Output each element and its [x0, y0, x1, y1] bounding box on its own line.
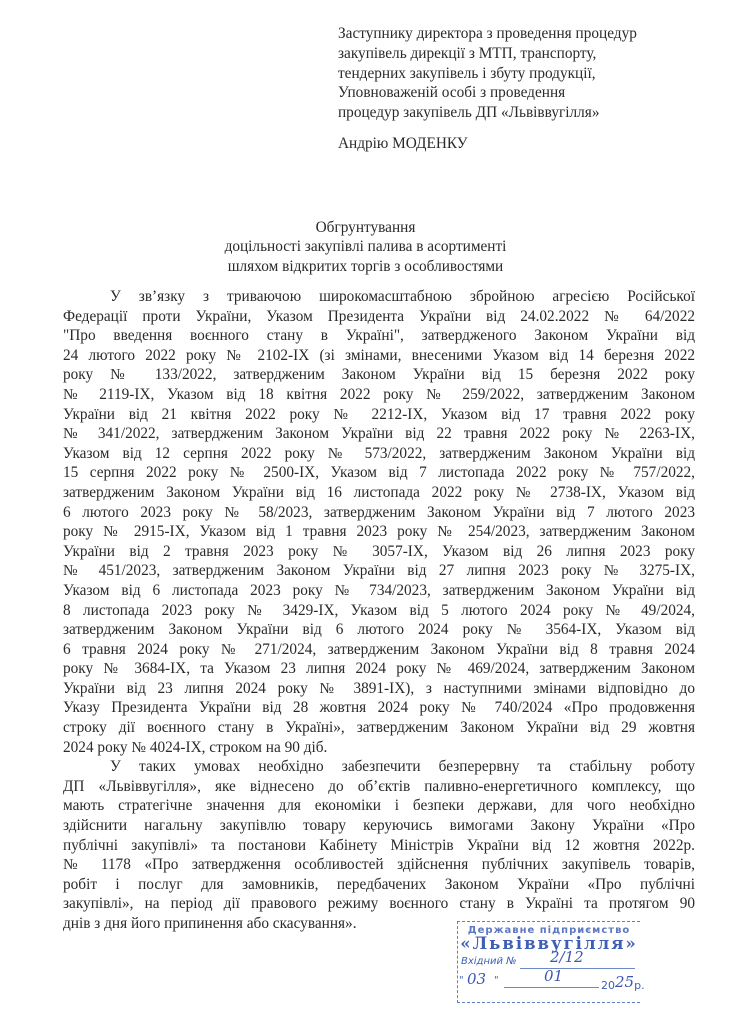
- stamp-underline: [504, 987, 599, 988]
- quote-mark: ": [459, 975, 464, 986]
- body-line: року № 133/2022, затвердженим Законом України від 15 березня 2022 року: [63, 366, 695, 384]
- document-title: [0, 218, 731, 276]
- body-line: затвердженим Законом України від 6 лютого 2024 року № 3564-IX, Указом від: [63, 621, 695, 639]
- body-line: № 341/2022, затвердженим Законом України від 22 травня 2022 року № 2263-IX,: [63, 425, 695, 443]
- document-body: [63, 287, 695, 934]
- title-line: шляхом відкритих торгів з особливостями: [227, 257, 504, 275]
- body-line: 2024 року № 4024-IX, строком на 90 діб.: [63, 738, 328, 756]
- stamp-year: 25: [615, 973, 635, 991]
- stamp-year-suffix: р.: [634, 979, 645, 992]
- body-line: ДП «Львіввугілля», яке віднесено до об’єктів паливно-енергетичного комплексу, що: [63, 777, 695, 795]
- stamp-organization: «Львіввугілля»: [460, 934, 638, 953]
- addressee-block: [338, 24, 718, 154]
- stamp-incoming-number: 2/12: [550, 948, 584, 966]
- body-line: У зв’язку з триваючою широкомасштабною збройною агресією Російської: [110, 288, 695, 305]
- stamp-underline: [520, 968, 635, 969]
- incoming-registration-stamp: [457, 921, 645, 1003]
- stamp-header: Державне підприємство: [467, 925, 631, 936]
- body-line: "Про введення воєнного стану в Україні", затвердженого Законом України від: [63, 327, 695, 345]
- paragraph-martial-law: [63, 287, 695, 757]
- body-line: 6 лютого 2023 року № 58/2023, затвердженим Законом України від 7 лютого 2023: [63, 503, 695, 521]
- addressee-line: тендерних закупівель і збуту продукції,: [338, 64, 596, 82]
- body-line: № 1178 «Про затвердження особливостей здійснення публічних закупівель товарів,: [63, 856, 695, 874]
- body-line: днів з дня його припинення або скасування».: [63, 915, 357, 932]
- body-line: мають стратегічне значення для економіки і безпеки держави, для чого необхідно: [63, 797, 695, 815]
- quote-mark: ": [494, 975, 499, 986]
- body-line: строку дії воєнного стану в Україні», затвердженим Законом України від 29 жовтня: [63, 719, 695, 737]
- body-line: здійснити нагальну закупівлю товару керуючись вимогами Закону України «Про: [63, 817, 695, 835]
- body-line: № 451/2023, затвердженим Законом України від 27 липня 2023 року № 3275-IX,: [63, 562, 695, 580]
- body-line: публічні закупівлі» та постанови Кабінету Міністрів України від 12 жовтня 2022р.: [63, 836, 695, 854]
- title-line: Обгрунтування: [315, 219, 416, 236]
- addressee-line: Заступнику директора з проведення процедур: [338, 25, 637, 42]
- stamp-day: 03: [467, 970, 487, 988]
- body-line: 6 травня 2024 року № 271/2024, затвердженим Законом України від 8 травня 2024: [63, 640, 695, 658]
- addressee-name: Андрію МОДЕНКУ: [338, 134, 468, 152]
- body-line: України від 2 травня 2023 року № 3057-IX, Указом від 26 липня 2023 року: [63, 542, 695, 560]
- stamp-month: 01: [544, 967, 564, 985]
- stamp-year-prefix: 20: [601, 979, 615, 992]
- body-line: 8 листопада 2023 року № 3429-IX, Указом від 5 лютого 2024 року № 49/2024,: [63, 601, 695, 619]
- body-line: затвердженим Законом України від 16 листопада 2022 року № 2738-IX, Указом від: [63, 483, 695, 501]
- body-line: Федерації проти України, Указом Президента України від 24.02.2022 № 64/2022: [63, 307, 695, 325]
- body-line: робіт і послуг для замовників, передбачених Законом України «Про публічні: [63, 875, 695, 893]
- body-line: України від 23 липня 2024 року № 3891-IX), з наступними змінами відповідно до: [63, 679, 695, 697]
- body-line: Указом від 12 серпня 2022 року № 573/2022, затвердженим Законом України від: [63, 444, 695, 462]
- addressee-line: Уповноваженій особі з проведення: [338, 84, 566, 102]
- body-line: У таких умовах необхідно забезпечити безперервну та стабільну роботу: [110, 758, 695, 776]
- body-line: року № 3684-IX, та Указом 23 липня 2024 року № 469/2024, затвердженим Законом: [63, 660, 695, 678]
- body-line: року № 2915-IX, Указом від 1 травня 2023 року № 254/2023, затвердженим Законом: [63, 523, 695, 541]
- body-line: Указу Президента України від 28 жовтня 2024 року № 740/2024 «Про продовження: [63, 699, 695, 717]
- body-line: 24 лютого 2022 року № 2102-IX (зі змінами, внесеними Указом від 14 березня 2022: [63, 346, 695, 364]
- body-line: Указом від 6 листопада 2023 року № 734/2023, затвердженим Законом України від: [63, 581, 695, 599]
- body-line: № 2119-IX, Указом від 18 квітня 2022 року № 259/2022, затвердженим Законом: [63, 385, 695, 403]
- body-line: України від 21 квітня 2022 року № 2212-IX, Указом від 17 травня 2022 року: [63, 405, 695, 423]
- addressee-line: закупівель дирекції з МТП, транспорту,: [338, 44, 597, 62]
- title-line: доцільності закупівлі палива в асортименті: [224, 238, 507, 256]
- addressee-line: процедур закупівель ДП «Львіввугілля»: [338, 104, 600, 122]
- paragraph-procurement-justification: [63, 757, 695, 933]
- body-line: 15 серпня 2022 року № 2500-IX, Указом від 7 листопада 2022 року № 757/2022,: [63, 464, 695, 482]
- body-line: закупівлі», на період дії правового режиму воєнного стану в Україні та протягом 90: [63, 895, 695, 913]
- stamp-incoming-label: Вхідний №: [461, 956, 517, 967]
